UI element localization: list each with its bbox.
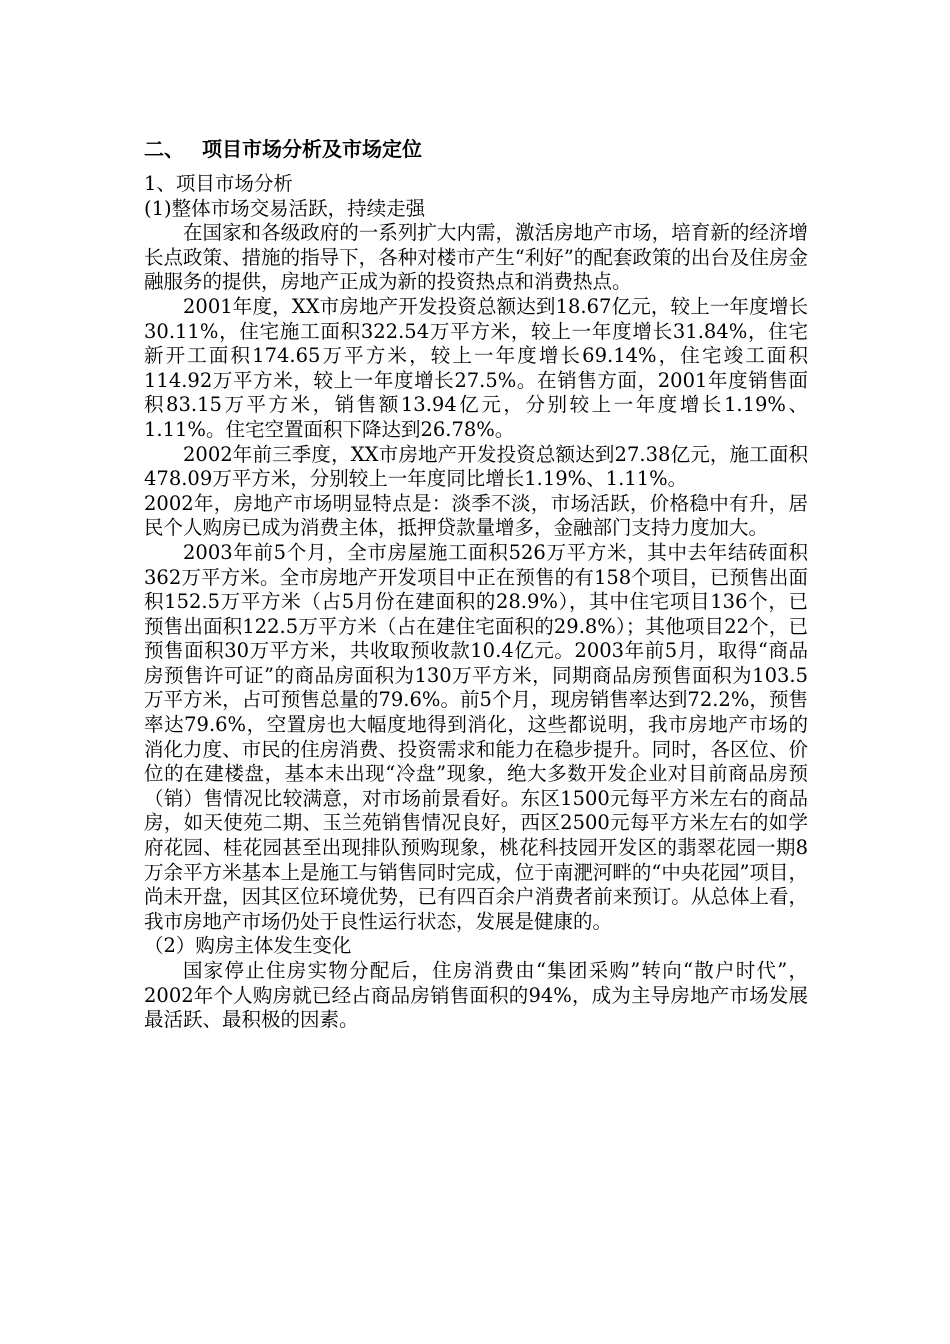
paragraph-3: 2002年前三季度，XX市房地产开发投资总额达到27.38亿元，施工面积478.09万平方米，分别较上一年度同比增长1.19%、1.11%。 (144, 442, 808, 491)
sub1-title: (1)整体市场交易活跃，持续走强 (144, 196, 426, 220)
section1-title: 1、项目市场分析 (144, 172, 293, 195)
heading-title: 项目市场分析及市场定位 (202, 137, 422, 161)
paragraph-4: 2002年，房地产市场明显特点是：淡季不淡，市场活跃，价格稳中有升，居民个人购房已成为消费主体，抵押贷款量增多，金融部门支持力度加大。 (144, 491, 808, 540)
sub2-title: （2）购房主体发生变化 (144, 934, 352, 958)
heading-number: 二、 (144, 137, 184, 161)
paragraph-5: 2003年前5个月，全市房屋施工面积526万平方米，其中去年结砖面积362万平方米。全市房地产开发项目中正在预售的有158个项目，已预售出面积152.5万平方米（占5月份在建面积的28.9%），其中住宅项目136个，已预售出面积122.5万平方米（占在建住宅面积的29.8%）；其他项目22个，已预售面积30万平方米，共收取预收款10.4亿元。2003年前5月，取得“商品房预售许可证”的商品房面积为130万平方米，同期商品房预售面积为103.5万平方米，占可预售总量的79.6%。前5个月，现房销售率达到72.2%，预售率达79.6%，空置房也大幅度地得到消化，这些都说明，我市房地产市场的消化力度、市民的住房消费、投资需求和能力在稳步提升。同时，各区位、价位的在建楼盘，基本未出现“冷盘”现象，绝大多数开发企业对目前商品房预（销）售情况比较满意，对市场前景看好。东区1500元每平方米左右的商品房，如天使苑二期、玉兰苑销售情况良好，西区2500元每平方米左右的如学府花园、桂花园甚至出现排队预购现象，桃花科技园开发区的翡翠花园一期8万余平方米基本上是施工与销售同时完成，位于南淝河畔的“中央花园”项目，尚未开盘，因其区位环境优势，已有四百余户消费者前来预订。从总体上看，我市房地产市场仍处于良性运行状态，发展是健康的。 (144, 540, 808, 933)
paragraph-6: 国家停止住房实物分配后，住房消费由“集团采购”转向“散户时代”，2002年个人购房就已经占商品房销售面积的94%，成为主导房地产市场发展最活跃、最积极的因素。 (144, 959, 808, 1032)
paragraph-1: 在国家和各级政府的一系列扩大内需，激活房地产市场，培育新的经济增长点政策、措施的指导下，各种对楼市产生“利好”的配套政策的出台及住房金融服务的提供，房地产正成为新的投资热点和消费热点。 (144, 221, 808, 294)
section-heading (144, 136, 808, 162)
document-page (144, 136, 808, 1033)
paragraph-2: 2001年度，XX市房地产开发投资总额达到18.67亿元，较上一年度增长30.11%，住宅施工面积322.54万平方米，较上一年度增长31.84%，住宅新开工面积174.65万平方米，较上一年度增长69.14%，住宅竣工面积114.92万平方米，较上一年度增长27.5%。在销售方面，2001年度销售面积83.15万平方米，销售额13.94亿元，分别较上一年度增长1.19%、1.11%。住宅空置面积下降达到26.78%。 (144, 294, 808, 441)
